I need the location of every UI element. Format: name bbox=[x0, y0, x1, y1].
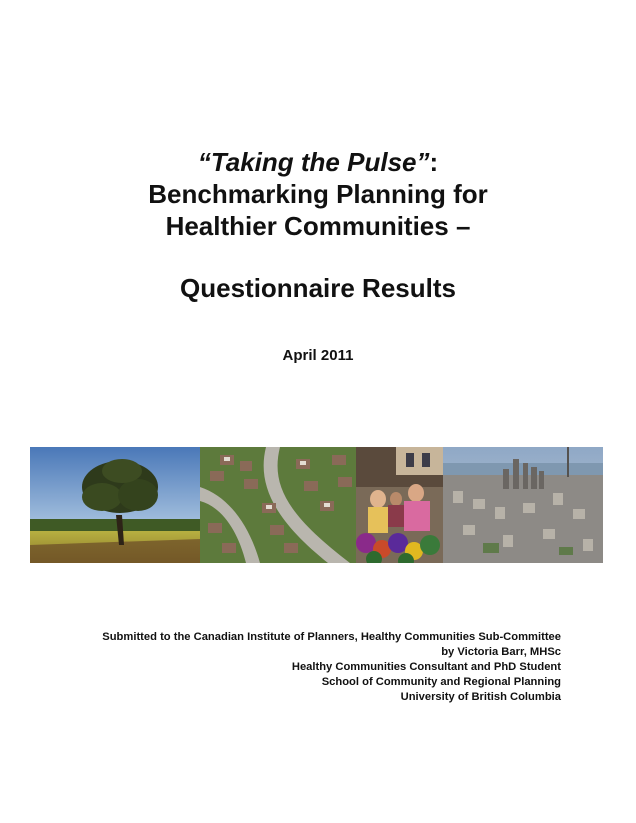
author-role-line: Healthy Communities Consultant and PhD Student bbox=[291, 661, 561, 673]
title-colon: : bbox=[429, 147, 439, 177]
street-cafe-people-flowers-photo bbox=[356, 447, 443, 563]
photo-strip bbox=[30, 447, 603, 563]
author-line: by Victoria Barr, MHSc bbox=[441, 646, 561, 658]
title-line-2: Benchmarking Planning for bbox=[148, 179, 488, 209]
university-line: University of British Columbia bbox=[400, 691, 561, 703]
document-subtitle: Questionnaire Results bbox=[180, 273, 456, 303]
submitted-to-line: Submitted to the Canadian Institute of Planners, Healthy Communities Sub-Committee bbox=[102, 631, 561, 643]
title-line-3: Healthier Communities – bbox=[165, 211, 471, 241]
title-quoted-phrase: “Taking the Pulse” bbox=[197, 147, 430, 177]
credits-block bbox=[1, 630, 561, 705]
rural-oak-tree-field-photo bbox=[30, 447, 200, 563]
document-date: April 2011 bbox=[282, 347, 354, 364]
city-skyline-aerial-photo bbox=[443, 447, 603, 563]
suburban-neighbourhood-aerial-photo bbox=[200, 447, 356, 563]
title-line-1 bbox=[0, 146, 636, 178]
document-title bbox=[0, 146, 636, 242]
school-line: School of Community and Regional Planning bbox=[321, 676, 561, 688]
